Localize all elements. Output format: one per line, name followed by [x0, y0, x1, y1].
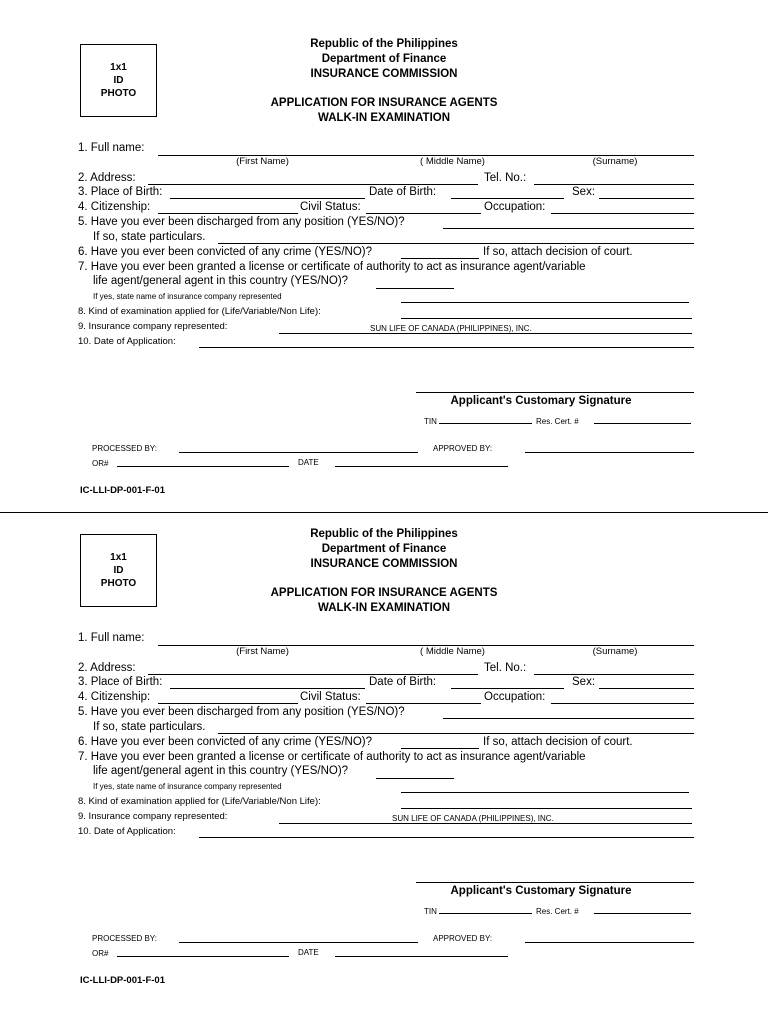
or-field[interactable]: [117, 956, 289, 957]
form-title: APPLICATION FOR INSURANCE AGENTS: [270, 97, 498, 109]
first-name-caption: (First Name): [236, 156, 289, 167]
surname-caption: (Surname): [592, 156, 638, 167]
date-label: DATE: [298, 458, 319, 467]
convicted-field[interactable]: [401, 258, 479, 259]
exam-kind-field[interactable]: [401, 808, 692, 809]
first-name-caption: (First Name): [236, 646, 289, 657]
discharged-particulars-label: If so, state particulars.: [93, 231, 206, 243]
res-cert-label: Res. Cert. #: [536, 907, 579, 916]
discharged-particulars-field[interactable]: [218, 733, 694, 734]
form-title: APPLICATION FOR INSURANCE AGENTS: [270, 587, 498, 599]
company-name: SUN LIFE OF CANADA (PHILIPPINES), INC.: [370, 324, 532, 333]
or-label: OR#: [92, 459, 109, 468]
tel-field[interactable]: [534, 674, 694, 675]
res-cert-field[interactable]: [594, 423, 691, 424]
full-name-label: 1. Full name:: [78, 142, 145, 154]
full-name-label: 1. Full name:: [78, 632, 145, 644]
place-of-birth-label: 3. Place of Birth:: [78, 186, 163, 198]
discharged-field[interactable]: [443, 718, 694, 719]
discharged-particulars-field[interactable]: [218, 243, 694, 244]
previous-company-field[interactable]: [401, 302, 689, 303]
sex-field[interactable]: [599, 688, 694, 689]
occupation-field[interactable]: [551, 703, 694, 704]
approved-by-label: APPROVED BY:: [433, 934, 493, 943]
insurance-company-label: 9. Insurance company represented:: [78, 811, 228, 822]
court-decision-note: If so, attach decision of court.: [483, 246, 633, 258]
citizenship-field[interactable]: [158, 213, 298, 214]
header-commission: INSURANCE COMMISSION: [310, 558, 458, 570]
approved-by-label: APPROVED BY:: [433, 444, 493, 453]
company-name: SUN LIFE OF CANADA (PHILIPPINES), INC.: [392, 814, 554, 823]
processed-by-label: PROCESSED BY:: [92, 934, 157, 943]
application-date-label: 10. Date of Application:: [78, 826, 176, 837]
tin-field[interactable]: [439, 423, 532, 424]
form-subtitle: WALK-IN EXAMINATION: [317, 602, 451, 614]
application-date-field[interactable]: [199, 837, 694, 838]
convicted-question: 6. Have you ever been convicted of any crime (YES/NO)?: [78, 736, 373, 748]
application-date-field[interactable]: [199, 347, 694, 348]
sex-label: Sex:: [572, 676, 596, 688]
place-of-birth-field[interactable]: [170, 198, 365, 199]
license-question: 7. Have you ever been granted a license or certificate of authority to act as insurance agent/variable: [78, 261, 586, 273]
sex-label: Sex:: [572, 186, 596, 198]
occupation-field[interactable]: [551, 213, 694, 214]
date-label: DATE: [298, 948, 319, 957]
res-cert-label: Res. Cert. #: [536, 417, 579, 426]
license-question-cont: life agent/general agent in this country (YES/NO)?: [93, 275, 349, 287]
processed-by-field[interactable]: [179, 452, 418, 453]
sex-field[interactable]: [599, 198, 694, 199]
convicted-question: 6. Have you ever been convicted of any crime (YES/NO)?: [78, 246, 373, 258]
company-represented-note: If yes, state name of insurance company represented: [93, 782, 282, 791]
address-label: 2. Address:: [78, 662, 136, 674]
approved-by-field[interactable]: [525, 942, 694, 943]
middle-name-caption: ( Middle Name): [420, 156, 485, 167]
processing-date-field[interactable]: [335, 466, 508, 467]
photo-label: PHOTO: [100, 578, 137, 589]
tin-field[interactable]: [439, 913, 532, 914]
header-department: Department of Finance: [321, 543, 447, 555]
or-label: OR#: [92, 949, 109, 958]
exam-kind-field[interactable]: [401, 318, 692, 319]
header-republic: Republic of the Philippines: [310, 38, 458, 50]
civil-status-field[interactable]: [366, 703, 481, 704]
signature-label: Applicant's Customary Signature: [450, 395, 632, 407]
approved-by-field[interactable]: [525, 452, 694, 453]
photo-size: 1x1: [110, 62, 127, 73]
tel-label: Tel. No.:: [484, 172, 527, 184]
license-question: 7. Have you ever been granted a license or certificate of authority to act as insurance agent/variable: [78, 751, 586, 763]
signature-line[interactable]: [416, 392, 694, 393]
signature-line[interactable]: [416, 882, 694, 883]
date-of-birth-field[interactable]: [451, 688, 564, 689]
civil-status-label: Civil Status:: [300, 201, 361, 213]
tin-label: TIN: [424, 417, 437, 426]
photo-size: 1x1: [110, 552, 127, 563]
surname-caption: (Surname): [592, 646, 638, 657]
header-commission: INSURANCE COMMISSION: [310, 68, 458, 80]
header-department: Department of Finance: [321, 53, 447, 65]
middle-name-caption: ( Middle Name): [420, 646, 485, 657]
res-cert-field[interactable]: [594, 913, 691, 914]
header-republic: Republic of the Philippines: [310, 528, 458, 540]
discharged-question: 5. Have you ever been discharged from any position (YES/NO)?: [78, 216, 405, 228]
signature-label: Applicant's Customary Signature: [450, 885, 632, 897]
citizenship-label: 4. Citizenship:: [78, 691, 151, 703]
occupation-label: Occupation:: [484, 691, 546, 703]
place-of-birth-label: 3. Place of Birth:: [78, 676, 163, 688]
court-decision-note: If so, attach decision of court.: [483, 736, 633, 748]
civil-status-label: Civil Status:: [300, 691, 361, 703]
company-represented-note: If yes, state name of insurance company represented: [93, 292, 282, 301]
place-of-birth-field[interactable]: [170, 688, 365, 689]
address-label: 2. Address:: [78, 172, 136, 184]
form-copy-2: [0, 490, 768, 986]
discharged-question: 5. Have you ever been discharged from any position (YES/NO)?: [78, 706, 405, 718]
photo-id: ID: [113, 75, 124, 86]
license-field[interactable]: [376, 778, 454, 779]
form-subtitle: WALK-IN EXAMINATION: [317, 112, 451, 124]
date-of-birth-field[interactable]: [451, 198, 564, 199]
processing-date-field[interactable]: [335, 956, 508, 957]
exam-kind-label: 8. Kind of examination applied for (Life/Variable/Non Life):: [78, 796, 321, 807]
tin-label: TIN: [424, 907, 437, 916]
tel-field[interactable]: [534, 184, 694, 185]
citizenship-label: 4. Citizenship:: [78, 201, 151, 213]
convicted-field[interactable]: [401, 748, 479, 749]
form-code: IC-LLI-DP-001-F-01: [80, 485, 165, 496]
discharged-field[interactable]: [443, 228, 694, 229]
exam-kind-label: 8. Kind of examination applied for (Life/Variable/Non Life):: [78, 306, 321, 317]
date-of-birth-label: Date of Birth:: [369, 186, 437, 198]
date-of-birth-label: Date of Birth:: [369, 676, 437, 688]
citizenship-field[interactable]: [158, 703, 298, 704]
license-field[interactable]: [376, 288, 454, 289]
processed-by-field[interactable]: [179, 942, 418, 943]
form-code: IC-LLI-DP-001-F-01: [80, 975, 165, 986]
discharged-particulars-label: If so, state particulars.: [93, 721, 206, 733]
photo-id: ID: [113, 565, 124, 576]
insurance-company-label: 9. Insurance company represented:: [78, 321, 228, 332]
civil-status-field[interactable]: [366, 213, 481, 214]
processed-by-label: PROCESSED BY:: [92, 444, 157, 453]
photo-label: PHOTO: [100, 88, 137, 99]
occupation-label: Occupation:: [484, 201, 546, 213]
or-field[interactable]: [117, 466, 289, 467]
license-question-cont: life agent/general agent in this country (YES/NO)?: [93, 765, 349, 777]
previous-company-field[interactable]: [401, 792, 689, 793]
form-copy-1: [0, 0, 768, 496]
tel-label: Tel. No.:: [484, 662, 527, 674]
application-date-label: 10. Date of Application:: [78, 336, 176, 347]
